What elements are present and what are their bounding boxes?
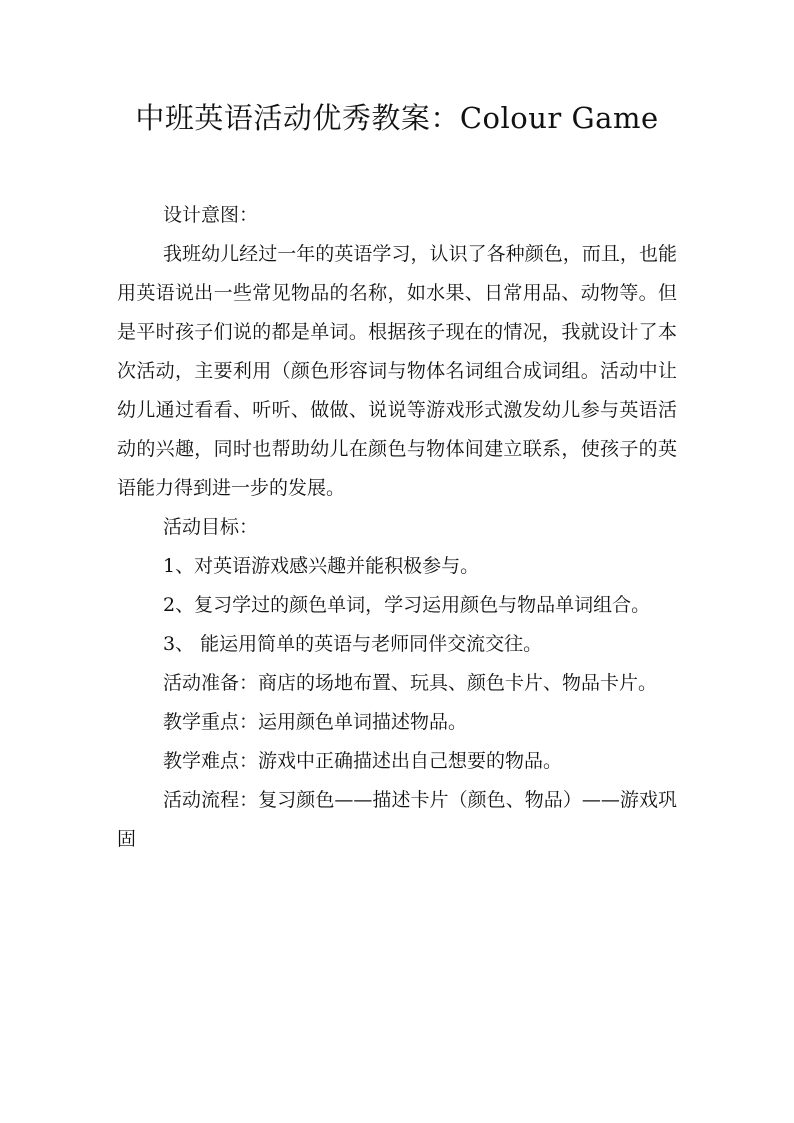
paragraph-goal-1: 1、对英语游戏感兴趣并能积极参与。 [163,555,480,577]
paragraph-design-intent: 我班幼儿经过一年的英语学习，认识了各种颜色，而且，也能用英语说出一些常见物品的名称，如水果、日常用品、动物等。但是平时孩子们说的都是单词。根据孩子现在的情况，我就设计了本次活动，主要利用（颜色形容词与物体名词组合成词组。活动中让幼儿通过看看、听听、做做、说说等游戏形式激发幼儿参与英语活动的兴趣，同时也帮助幼儿在颜色与物体间建立联系，使孩子的英语能力得到进一步的发展。 [117,243,677,499]
document-body [117,196,677,859]
document-title: 中班英语活动优秀教案：Colour Game [135,101,659,135]
paragraph-preparation: 活动准备：商店的场地布置、玩具、颜色卡片、物品卡片。 [163,672,658,694]
paragraph-difficulty: 教学难点：游戏中正确描述出自己想要的物品。 [163,750,563,772]
paragraph-goal-3: 3、 能运用简单的英语与老师同伴交流交往。 [163,633,543,655]
paragraph-process: 活动流程：复习颜色——描述卡片（颜色、物品）——游戏巩固 [117,789,677,850]
paragraph-key-point: 教学重点：运用颜色单词描述物品。 [163,711,468,733]
paragraph-design-intent-heading: 设计意图： [163,204,259,226]
paragraph-goals-heading: 活动目标： [163,516,259,538]
paragraph-goal-2: 2、复习学过的颜色单词，学习运用颜色与物品单词组合。 [163,594,651,616]
